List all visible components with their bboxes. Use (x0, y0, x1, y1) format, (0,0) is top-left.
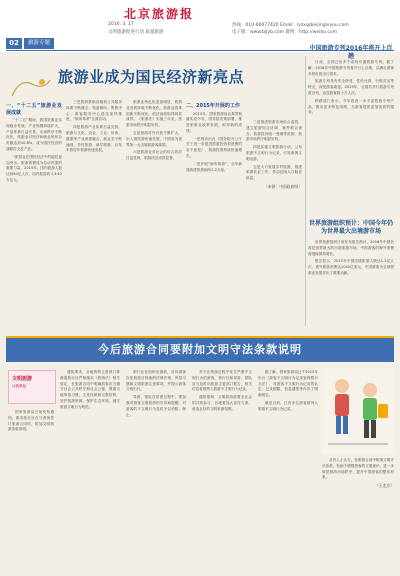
paragraph: 对于在旅游过程中发生严重不文明行为的游客，旅行社和导游、领队应当及时向旅游主管部门报告，相关信息将被纳入旅游不文明行为记录。 (192, 370, 252, 392)
article-column-3 (126, 100, 182, 325)
paragraph: 二是开展“厕所革命”，全年新建改建旅游厕所2.2万座。 (186, 161, 242, 172)
paragraph: 业内人士认为，在旅游合同中附加文明守法条款，有助于增强游客的文明意识，进一步规范旅游市场秩序，提升中国游客的整体形象。 (322, 458, 394, 480)
sidebar-title-2: 世界旅游组织预计：中国今年仍为世界最大出境游市场 (308, 220, 393, 235)
article-subhead-2: 二、2015年开展的工作 (186, 103, 240, 109)
bottom-column-6 (322, 458, 394, 570)
paragraph: “十二五”期间，我国旅游业实现稳步发展，产业规模持续扩大，产品体系日益完善，市场秩序不断优化，旅游业对经济和就业的综合贡献达到10.8%，成为国民经济的战略性支柱产业。 (6, 118, 62, 151)
column-divider (305, 56, 306, 326)
article-column-4 (186, 100, 242, 325)
sidebar-title-1: 中国旅游专列2016年将开上百趟 (309, 45, 393, 60)
image-subcaption: 从我做起 (12, 384, 26, 388)
headline-ornament-icon (10, 74, 52, 100)
paragraph: 旅行社在组织出游前，应向游客告知旅游目的地的法律法规、风俗习惯和文明旅游注意事项，并提示游客文明出行。 (126, 370, 186, 392)
paragraph: 国家旅游局日前发布通知，要求旅行社在与游客签订旅游合同时，附加文明旅游条款说明。 (8, 410, 54, 432)
paragraph: 四是实施文明旅游行动，公布旅游不文明行为记录，引导游客文明出游。 (246, 145, 302, 161)
bottom-column-5 (258, 370, 318, 570)
paragraph: 三是推进旅游市场综合监管，建立旅游综合协调、案件联合查办、旅游投诉统一受理等机制，旅游市场秩序明显好转。 (246, 120, 302, 142)
sidebar-column-1 (308, 60, 394, 212)
bottom-column-1 (8, 410, 54, 570)
article-subhead-1: 一、“十二五”旅游业发展成就 (6, 103, 62, 116)
article-column-5 (246, 120, 302, 325)
bottom-column-2 (60, 370, 120, 570)
paragraph: 一是推动出台《国务院办公厅关于进一步促进旅游投资和消费的若干意见》，旅游投资持续快速增长。 (186, 136, 242, 159)
article-source: （来源：中国政府网） (264, 183, 302, 189)
article-column-1 (6, 100, 62, 325)
paragraph: 报告显示，2015年中国出境旅游人数达1.2亿人次，境外旅游消费达1045亿美元，中国游客为全球旅游业发展作出了重要贡献。 (308, 259, 394, 275)
header-slogan: 文明旅游促进行动 质量旅游 (108, 30, 164, 35)
paragraph: 截至目前，已有多名游客被列入旅游不文明行为记录。 (258, 400, 318, 411)
sidebar-column-2 (308, 240, 394, 328)
tourists-illustration-icon (322, 368, 394, 454)
paragraph: 六是旅游业对社会的综合效应日益显现，旅游扶贫成效显著。 (126, 150, 182, 161)
article-column-2 (66, 100, 122, 325)
paragraph: 五是大力发展乡村旅游，推进旅游扶贫工作，带动贫困人口脱贫致富。 (246, 164, 302, 181)
paragraph: 日前，全国已有多个省份开通旅游专列。据了解，2016年中国旅游专列将开行上百趟，以满足游客多样化的出行需求。 (308, 60, 394, 76)
civilized-travel-image (8, 370, 56, 404)
paragraph: 导游、领队在带团过程中，要加强对游客文明旅游的引导和提醒，对游客的不文明行为及时予以劝阻、制止。 (126, 395, 186, 417)
bottom-title-bar (6, 336, 394, 362)
bottom-column-3 (126, 370, 186, 570)
paragraph: “旅游业在国民经济中的地位更加突出，旅游消费成为拉动内需的重要力量。2015年，国内旅游人数达到40亿人次，国内旅游收入3.42万亿元。 (6, 154, 62, 182)
header-website: 电子版：www.bjlyb.com 微博：http://weibo.com (232, 30, 337, 35)
paragraph: 旅游业特色化更加明显，旅游业发展环境不断优化，旅游业改革创新不断深化，依法治旅取得明显成效。《旅游法》实施三年来，旅游市场秩序明显好转。 (126, 100, 182, 128)
bottom-column-4 (192, 370, 252, 570)
image-caption: 文明旅游 (12, 376, 33, 382)
paragraph: 世界旅游组织日前发布报告预计，2016年中国仍将是世界最大的出境旅游市场，中国游客的海外消费将继续保持增长。 (308, 240, 394, 256)
article-headline: 旅游业成为国民经济新亮点 (58, 68, 245, 86)
paragraph: 2015年，国家旅游局认真贯彻落实党中央、国务院决策部署，推进旅游业改革发展，取得新的成绩。 (186, 111, 242, 133)
paragraph: 铁路部门表示，今年将进一步丰富旅游专列产品，推出更多特色线路，为游客提供更加优质的服务。 (308, 98, 394, 115)
author-credit: （王北京） (375, 483, 394, 489)
header-contact: 热线：010-66077420 Email：lyzx@beijinglvyou.com (232, 23, 349, 28)
bottom-headline: 今后旅游合同要附加文明守法条款说明 (98, 343, 302, 356)
page-number: 02 (6, 38, 22, 49)
paragraph: 四是旅游产业体系日益完善，旅游与文化、农业、工业、体育、健康等产业深度融合，新业态不断涌现，乡村旅游、研学旅游、自驾车旅居车旅游快速发展。 (66, 125, 122, 153)
paragraph: 旅游专列具有安全舒适、性价比高、行程灵活等特点，深受游客欢迎。2015年，全国共开行旅游专列数百列，运送游客数十万人次。 (308, 79, 394, 95)
masthead: 北京旅游报 (124, 7, 195, 21)
paragraph: 五是旅游对外开放不断扩大，出入境旅游快速发展，中国成为世界第一大出境旅游客源国。 (126, 130, 182, 147)
paragraph: 据了解，国家旅游局已于2015年出台《游客不文明行为记录管理暂行办法》，对游客不文明行为记录的认定、记录期限、信息通报等作出了明确规定。 (258, 370, 318, 398)
section-tab: 旅游专题 (24, 38, 54, 49)
paragraph: 通知强调，文明旅游需要全社会的共同参与，各地要加大宣传力度，营造良好的文明旅游氛围。 (192, 395, 252, 411)
issue-date: 2016. 3. 17 (108, 22, 134, 27)
paragraph: 三是旅游基础设施和公共服务体系不断健全，旅游厕所、集散中心、游客服务中心建设加快推进，“厕所革命”全面启动。 (66, 100, 122, 122)
paragraph: 通知要求，各地旅游主管部门要督促旅行社严格落实《旅游法》相关规定，在旅游合同中明确游客应当遵守社会公共秩序和社会公德，尊重当地风俗习惯、文化传统和宗教信仰，爱护旅游资源，保护生态环境，遵守旅游文明行为规范。 (60, 370, 120, 409)
